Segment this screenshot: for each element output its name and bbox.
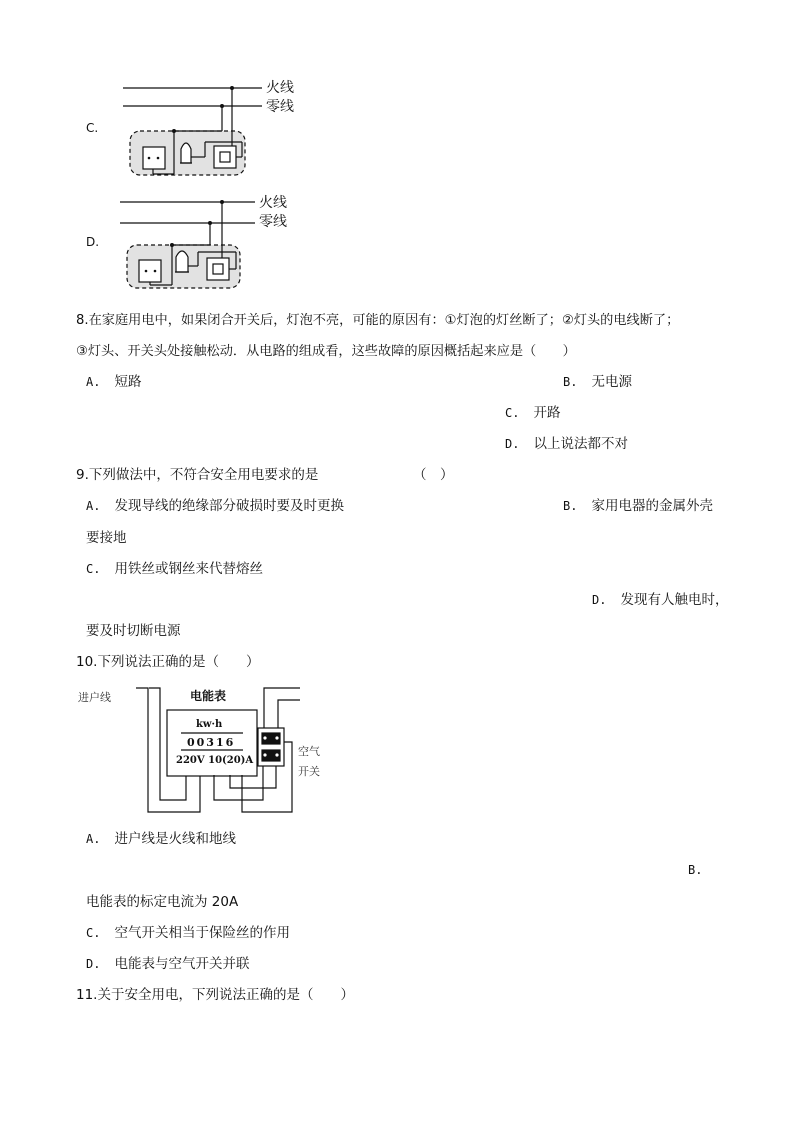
- q9-option-b-continuation: 要接地: [86, 530, 127, 546]
- q10-option-c-letter: C.: [86, 926, 101, 940]
- q9-option-c-letter: C.: [86, 562, 101, 576]
- q10-stem: 10.下列说法正确的是（ ）: [76, 654, 260, 670]
- q10-option-a[interactable]: [86, 833, 236, 847]
- option-d-neutral-wire-label: 零线: [259, 214, 287, 230]
- option-d-live-wire-label: 火线: [259, 195, 287, 211]
- q8-stem-line-2: ③灯头、开关头处接触松动．从电路的组成看，这些故障的原因概括起来应是（ ）: [76, 344, 576, 359]
- q10-option-d-letter: D.: [86, 957, 101, 971]
- q9-option-b-text: 家用电器的金属外壳: [591, 498, 713, 514]
- option-c-neutral-wire-label: 零线: [266, 99, 294, 115]
- q8-option-c-letter: C.: [505, 406, 520, 420]
- q9-option-a-text: 发现导线的绝缘部分破损时要及时更换: [114, 498, 344, 514]
- q11-stem: 11.关于安全用电，下列说法正确的是（ ）: [76, 987, 354, 1003]
- q8-option-a-text: 短路: [114, 374, 142, 390]
- q10-breaker-label-1: 空气: [298, 745, 320, 758]
- q10-breaker-label-2: 开关: [298, 765, 320, 778]
- q9-option-a-letter: A.: [86, 499, 101, 513]
- q10-option-c[interactable]: [86, 927, 290, 941]
- q10-incoming-line-label: 进户线: [78, 691, 111, 704]
- q9-stem: 9.下列做法中，不符合安全用电要求的是: [76, 467, 319, 483]
- q10-meter-title: 电能表: [190, 689, 227, 703]
- q10-option-d[interactable]: [86, 958, 249, 972]
- q8-option-c-text: 开路: [533, 405, 561, 421]
- q10-option-b-continuation: 电能表的标定电流为 20A: [86, 894, 239, 910]
- q8-stem-line-1: 8.在家庭用电中，如果闭合开关后，灯泡不亮，可能的原因有：①灯泡的灯丝断了；②灯头的电线断了；: [76, 313, 680, 328]
- q10-meter-rating: 220V 10(20)A: [176, 755, 254, 766]
- q9-option-c-text: 用铁丝或钢丝来代替熔丝: [114, 561, 263, 577]
- option-c-live-wire-label: 火线: [266, 80, 294, 96]
- q9-answer-paren: （ ）: [413, 467, 454, 483]
- q9-option-b-letter: B.: [563, 499, 578, 513]
- q9-option-d-continuation: 要及时切断电源: [86, 623, 181, 639]
- q8-option-b-text: 无电源: [591, 374, 632, 390]
- q10-option-a-text: 进户线是火线和地线: [114, 831, 236, 847]
- q10-option-b[interactable]: [688, 864, 702, 878]
- q10-option-c-text: 空气开关相当于保险丝的作用: [114, 925, 290, 941]
- q8-option-d-text: 以上说法都不对: [533, 436, 628, 452]
- q10-meter-unit: kw·h: [196, 719, 223, 730]
- q10-option-d-text: 电能表与空气开关并联: [114, 956, 250, 972]
- option-c-label: C.: [86, 121, 99, 135]
- q8-option-a-letter: A.: [86, 375, 101, 389]
- q9-option-d-text: 发现有人触电时，: [620, 592, 729, 608]
- q10-option-b-letter: B.: [688, 863, 703, 877]
- q10-option-a-letter: A.: [86, 832, 101, 846]
- q10-meter-reading: 00316: [187, 736, 236, 749]
- q9-option-d-letter: D.: [592, 593, 607, 607]
- q8-option-d-letter: D.: [505, 437, 520, 451]
- q8-option-b-letter: B.: [563, 375, 578, 389]
- option-d-label: D.: [86, 235, 100, 249]
